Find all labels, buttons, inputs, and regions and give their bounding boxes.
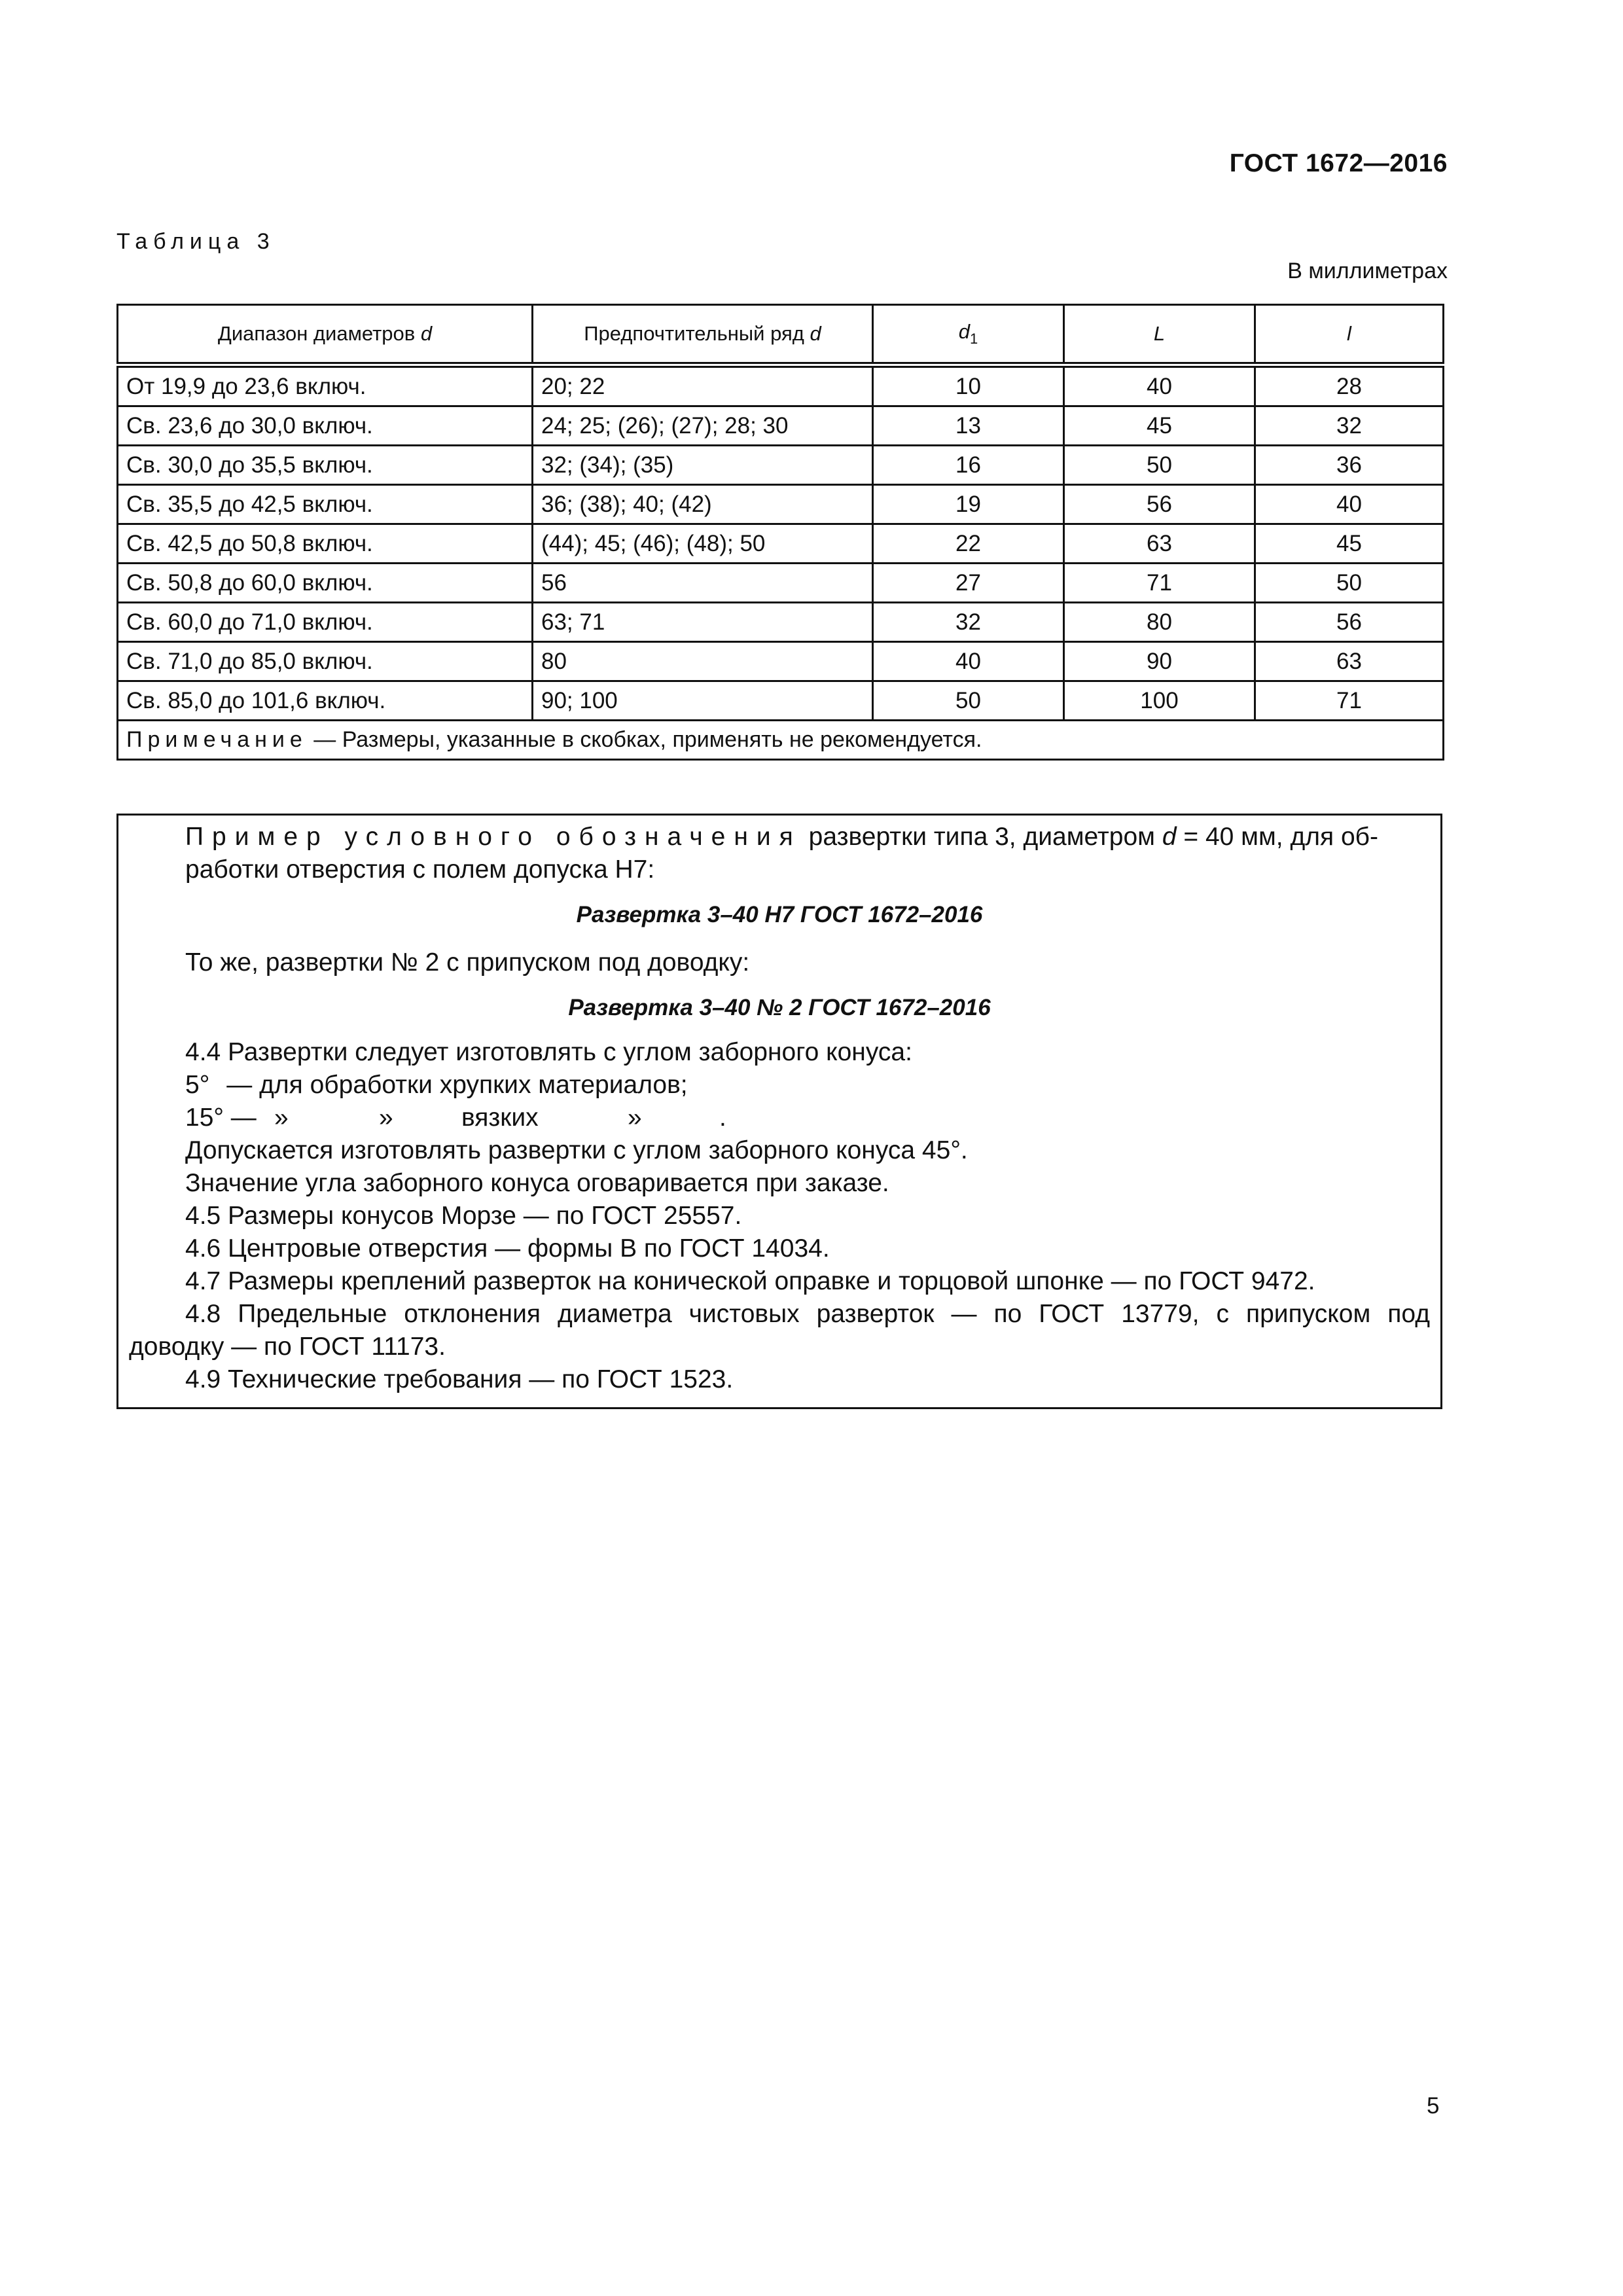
table-row [118, 603, 1444, 642]
document-code: ГОСТ 1672—2016 [1229, 149, 1448, 177]
header-l: l [1255, 305, 1444, 365]
cell-L: 100 [1064, 681, 1255, 721]
cell-L: 40 [1064, 365, 1255, 406]
cell-preferred: (44); 45; (46); (48); 50 [533, 524, 873, 564]
table-row [118, 406, 1444, 446]
example-label: Пример условного обозначения [185, 823, 802, 851]
header-d1: $d_1$ [873, 305, 1064, 365]
cell-range: Св. 23,6 до 30,0 включ. [118, 406, 533, 446]
clause-4-9: 4.9 Технические требования — по ГОСТ 1523. [185, 1365, 734, 1393]
header-L: L [1064, 305, 1255, 365]
clause-4-8-line-1: 4.8 Предельные отклонения диаметра чистовых разверток — по ГОСТ 13779, с припуском под [185, 1300, 1430, 1328]
cell-preferred: 56 [533, 564, 873, 603]
cell-L: 56 [1064, 485, 1255, 524]
table-row [118, 485, 1444, 524]
angle-15-line: 15° — » » вязких » . [185, 1103, 726, 1132]
header-diameter-range: Диапазон диаметров d [118, 305, 533, 365]
cell-l: 36 [1255, 446, 1444, 485]
cell-l: 50 [1255, 564, 1444, 603]
table-row [118, 446, 1444, 485]
example-line-1: Пример условного обозначения развертки типа 3, диаметром d = 40 мм, для об- [185, 823, 1378, 851]
cell-L: 90 [1064, 642, 1255, 681]
cell-preferred: 36; (38); 40; (42) [533, 485, 873, 524]
units-label: В миллиметрах [1287, 259, 1448, 283]
cell-l: 28 [1255, 365, 1444, 406]
cell-d1: 10 [873, 365, 1064, 406]
same-for-no2-text: То же, развертки № 2 с припуском под доводку: [185, 948, 750, 977]
cell-l: 45 [1255, 524, 1444, 564]
header-preferred-series: Предпочтительный ряд d [533, 305, 873, 365]
cell-L: 45 [1064, 406, 1255, 446]
cell-L: 71 [1064, 564, 1255, 603]
cell-d1: 19 [873, 485, 1064, 524]
cell-l: 56 [1255, 603, 1444, 642]
designation-example-2: Развертка 3–40 № 2 ГОСТ 1672–2016 [568, 995, 991, 1020]
cell-d1: 27 [873, 564, 1064, 603]
allowed-45-line: Допускается изготовлять развертки с углом заборного конуса 45°. [185, 1136, 968, 1164]
table-row [118, 564, 1444, 603]
clause-4-5: 4.5 Размеры конусов Морзе — по ГОСТ 25557. [185, 1202, 742, 1230]
cell-range: Св. 30,0 до 35,5 включ. [118, 446, 533, 485]
table-row [118, 365, 1444, 406]
clause-4-8-line-2: доводку — по ГОСТ 11173. [129, 1333, 446, 1361]
table-note-row [118, 721, 1444, 760]
cell-d1: 22 [873, 524, 1064, 564]
cell-d1: 50 [873, 681, 1064, 721]
cell-d1: 32 [873, 603, 1064, 642]
cell-range: Св. 42,5 до 50,8 включ. [118, 524, 533, 564]
table-header-row [118, 305, 1444, 365]
cell-range: Св. 35,5 до 42,5 включ. [118, 485, 533, 524]
cell-d1: 40 [873, 642, 1064, 681]
cell-preferred: 32; (34); (35) [533, 446, 873, 485]
cell-range: Св. 60,0 до 71,0 включ. [118, 603, 533, 642]
cell-preferred: 63; 71 [533, 603, 873, 642]
cell-d1: 16 [873, 446, 1064, 485]
example-designation-box [116, 814, 1442, 1409]
designation-example-1: Развертка 3–40 Н7 ГОСТ 1672–2016 [576, 902, 983, 927]
cell-L: 80 [1064, 603, 1255, 642]
table-caption: Таблица 3 [116, 229, 276, 254]
cell-l: 71 [1255, 681, 1444, 721]
table-row [118, 681, 1444, 721]
cell-range: Св. 71,0 до 85,0 включ. [118, 642, 533, 681]
table-note [118, 721, 1444, 760]
example-line-2: работки отверстия с полем допуска Н7: [185, 855, 655, 884]
agreed-on-order-line: Значение угла заборного конуса оговаривается при заказе. [185, 1169, 889, 1197]
page-number: 5 [1427, 2093, 1440, 2119]
cell-preferred: 20; 22 [533, 365, 873, 406]
cell-L: 50 [1064, 446, 1255, 485]
clause-4-4: 4.4 Развертки следует изготовлять с углом заборного конуса: [185, 1038, 912, 1066]
cell-range: Св. 50,8 до 60,0 включ. [118, 564, 533, 603]
cell-L: 63 [1064, 524, 1255, 564]
table-row [118, 524, 1444, 564]
cell-preferred: 24; 25; (26); (27); 28; 30 [533, 406, 873, 446]
clause-4-6: 4.6 Центровые отверстия — формы В по ГОСТ 14034. [185, 1234, 830, 1263]
angle-5-line: 5° — для обработки хрупких материалов; [185, 1071, 688, 1099]
dimensions-table [116, 304, 1444, 761]
note-text: — Размеры, указанные в скобках, применять не рекомендуется. [307, 727, 982, 752]
clause-4-7: 4.7 Размеры креплений разверток на конической оправке и торцовой шпонке — по ГОСТ 9472. [185, 1267, 1315, 1295]
cell-l: 32 [1255, 406, 1444, 446]
cell-preferred: 90; 100 [533, 681, 873, 721]
table-row [118, 642, 1444, 681]
cell-range: Св. 85,0 до 101,6 включ. [118, 681, 533, 721]
cell-l: 63 [1255, 642, 1444, 681]
cell-l: 40 [1255, 485, 1444, 524]
cell-range: От 19,9 до 23,6 включ. [118, 365, 533, 406]
note-label: Примечание [126, 727, 308, 752]
cell-preferred: 80 [533, 642, 873, 681]
cell-d1: 13 [873, 406, 1064, 446]
